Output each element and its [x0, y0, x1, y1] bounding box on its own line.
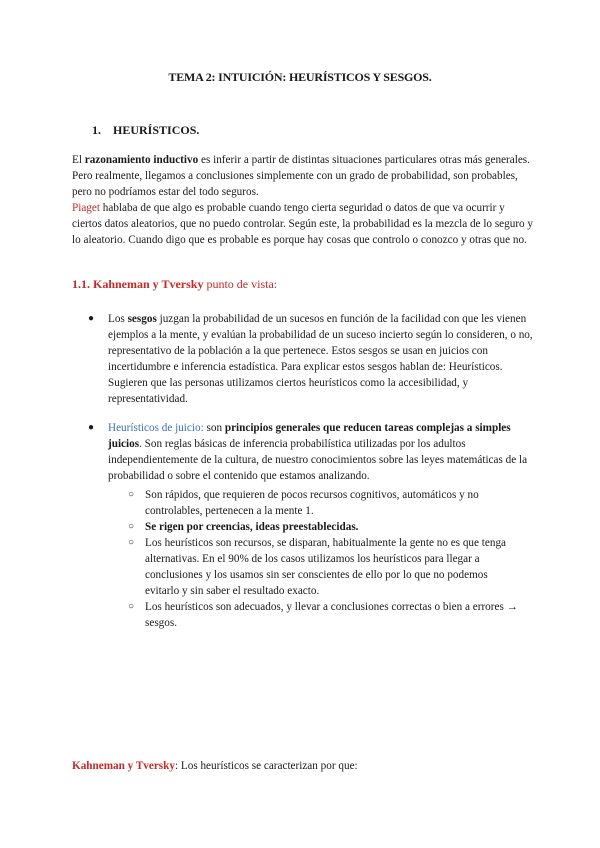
bullet-dot-icon: ●	[88, 422, 95, 433]
circle-bullet-icon: ○	[128, 601, 135, 612]
bullet-text	[108, 420, 534, 484]
intro-text-rest: es inferir a partir de distintas situaciones particulares otras más generales. Pero realmente, llegamos a conclusiones simplemente con un grado de probabilidad, son probables, pero no podríamos estar del todo seguros.	[72, 154, 530, 198]
sub-bullet-text: Se rigen por creencias, ideas preestablecidas.	[145, 521, 359, 533]
section-number: 1.	[92, 123, 101, 137]
bullet-body: . Son reglas básicas de inferencia probabilística utilizadas por los adultos independientemente de la cultura, de nuestro conocimientos sobre las leyes matemáticas de la probabilidad o sobre el contenido que estamos analizando.	[108, 438, 528, 482]
circle-bullet-icon: ○	[128, 537, 135, 548]
intro-paragraph-1	[72, 152, 534, 200]
circle-bullet-icon: ○	[128, 489, 135, 500]
circle-bullet-icon: ○	[128, 521, 135, 532]
bullet-pre: son	[203, 422, 225, 434]
subsection-authors: Kahneman y Tversky	[93, 277, 204, 291]
subsection-number: 1.1.	[72, 277, 90, 291]
subsection-rest: punto de vista:	[203, 277, 278, 291]
subsection-heading-1-1	[72, 277, 277, 292]
bullet-text	[108, 311, 534, 407]
intro-paragraph-2	[72, 200, 534, 248]
page-title: TEMA 2: INTUICIÓN: HEURÍSTICOS Y SESGOS.	[168, 70, 432, 84]
bullet-bold-term: sesgos	[127, 313, 157, 325]
sub-bullet-text: Son rápidos, que requieren de pocos recursos cognitivos, automáticos y no controlables, pertenecen a la mente 1.	[145, 489, 479, 517]
sub-bullet-text: Los heurísticos son adecuados, y llevar a conclusiones correctas o bien a errores → sesgos.	[145, 601, 518, 629]
footer-paragraph	[72, 760, 358, 772]
sub-bullet-text: Los heurísticos son recursos, se disparan, habitualmente la gente no es que tenga alternativas. En el 90% de los casos utilizamos los heurísticos para llegar a conclusiones y los usamos sin ser conscientes de ello por lo que no podemos evitarlo y sin saber el resultado exacto.	[145, 537, 507, 597]
intro-bold-term: razonamiento inductivo	[84, 154, 199, 166]
bullet-bold-phrase: principios generales que reducen tareas complejas a simples juicios	[108, 422, 511, 450]
footer-authors: Kahneman y Tversky	[72, 760, 175, 772]
section-heading-text: HEURÍSTICOS.	[113, 123, 200, 137]
bullet-pre: Los	[108, 313, 128, 325]
bullet-blue-term: Heurísticos de juicio:	[108, 422, 204, 434]
footer-text: : Los heurísticos se caracterizan por que:	[174, 760, 358, 772]
piaget-text: hablaba de que algo es probable cuando tengo cierta seguridad o datos de que va ocurrir y ciertos datos aleatorios, que no puedo controlar. Según este, la probabilidad es la mezcla de lo seguro y lo aleatorio. Cuando digo que es probable es porque hay cosas que controlo o conozco y otras que no.	[72, 202, 534, 246]
intro-text: El	[72, 154, 85, 166]
section-heading-1	[92, 123, 199, 138]
bullet-dot-icon: ●	[88, 313, 95, 324]
bullet-body: juzgan la probabilidad de un sucesos en función de la facilidad con que les vienen ejemplos a la mente, y evalúan la probabilidad de un suceso incierto según lo consideren, o no, representativo de la población a la que pertenece. Estos sesgos se usan en juicios con incertidumbre e inferencia estadística. Para explicar estos sesgos hablan de: Heurísticos. Sugieren que las personas utilizamos ciertos heurísticos como la accesibilidad, y representatividad.	[108, 313, 533, 405]
author-name-piaget: Piaget	[72, 202, 100, 214]
